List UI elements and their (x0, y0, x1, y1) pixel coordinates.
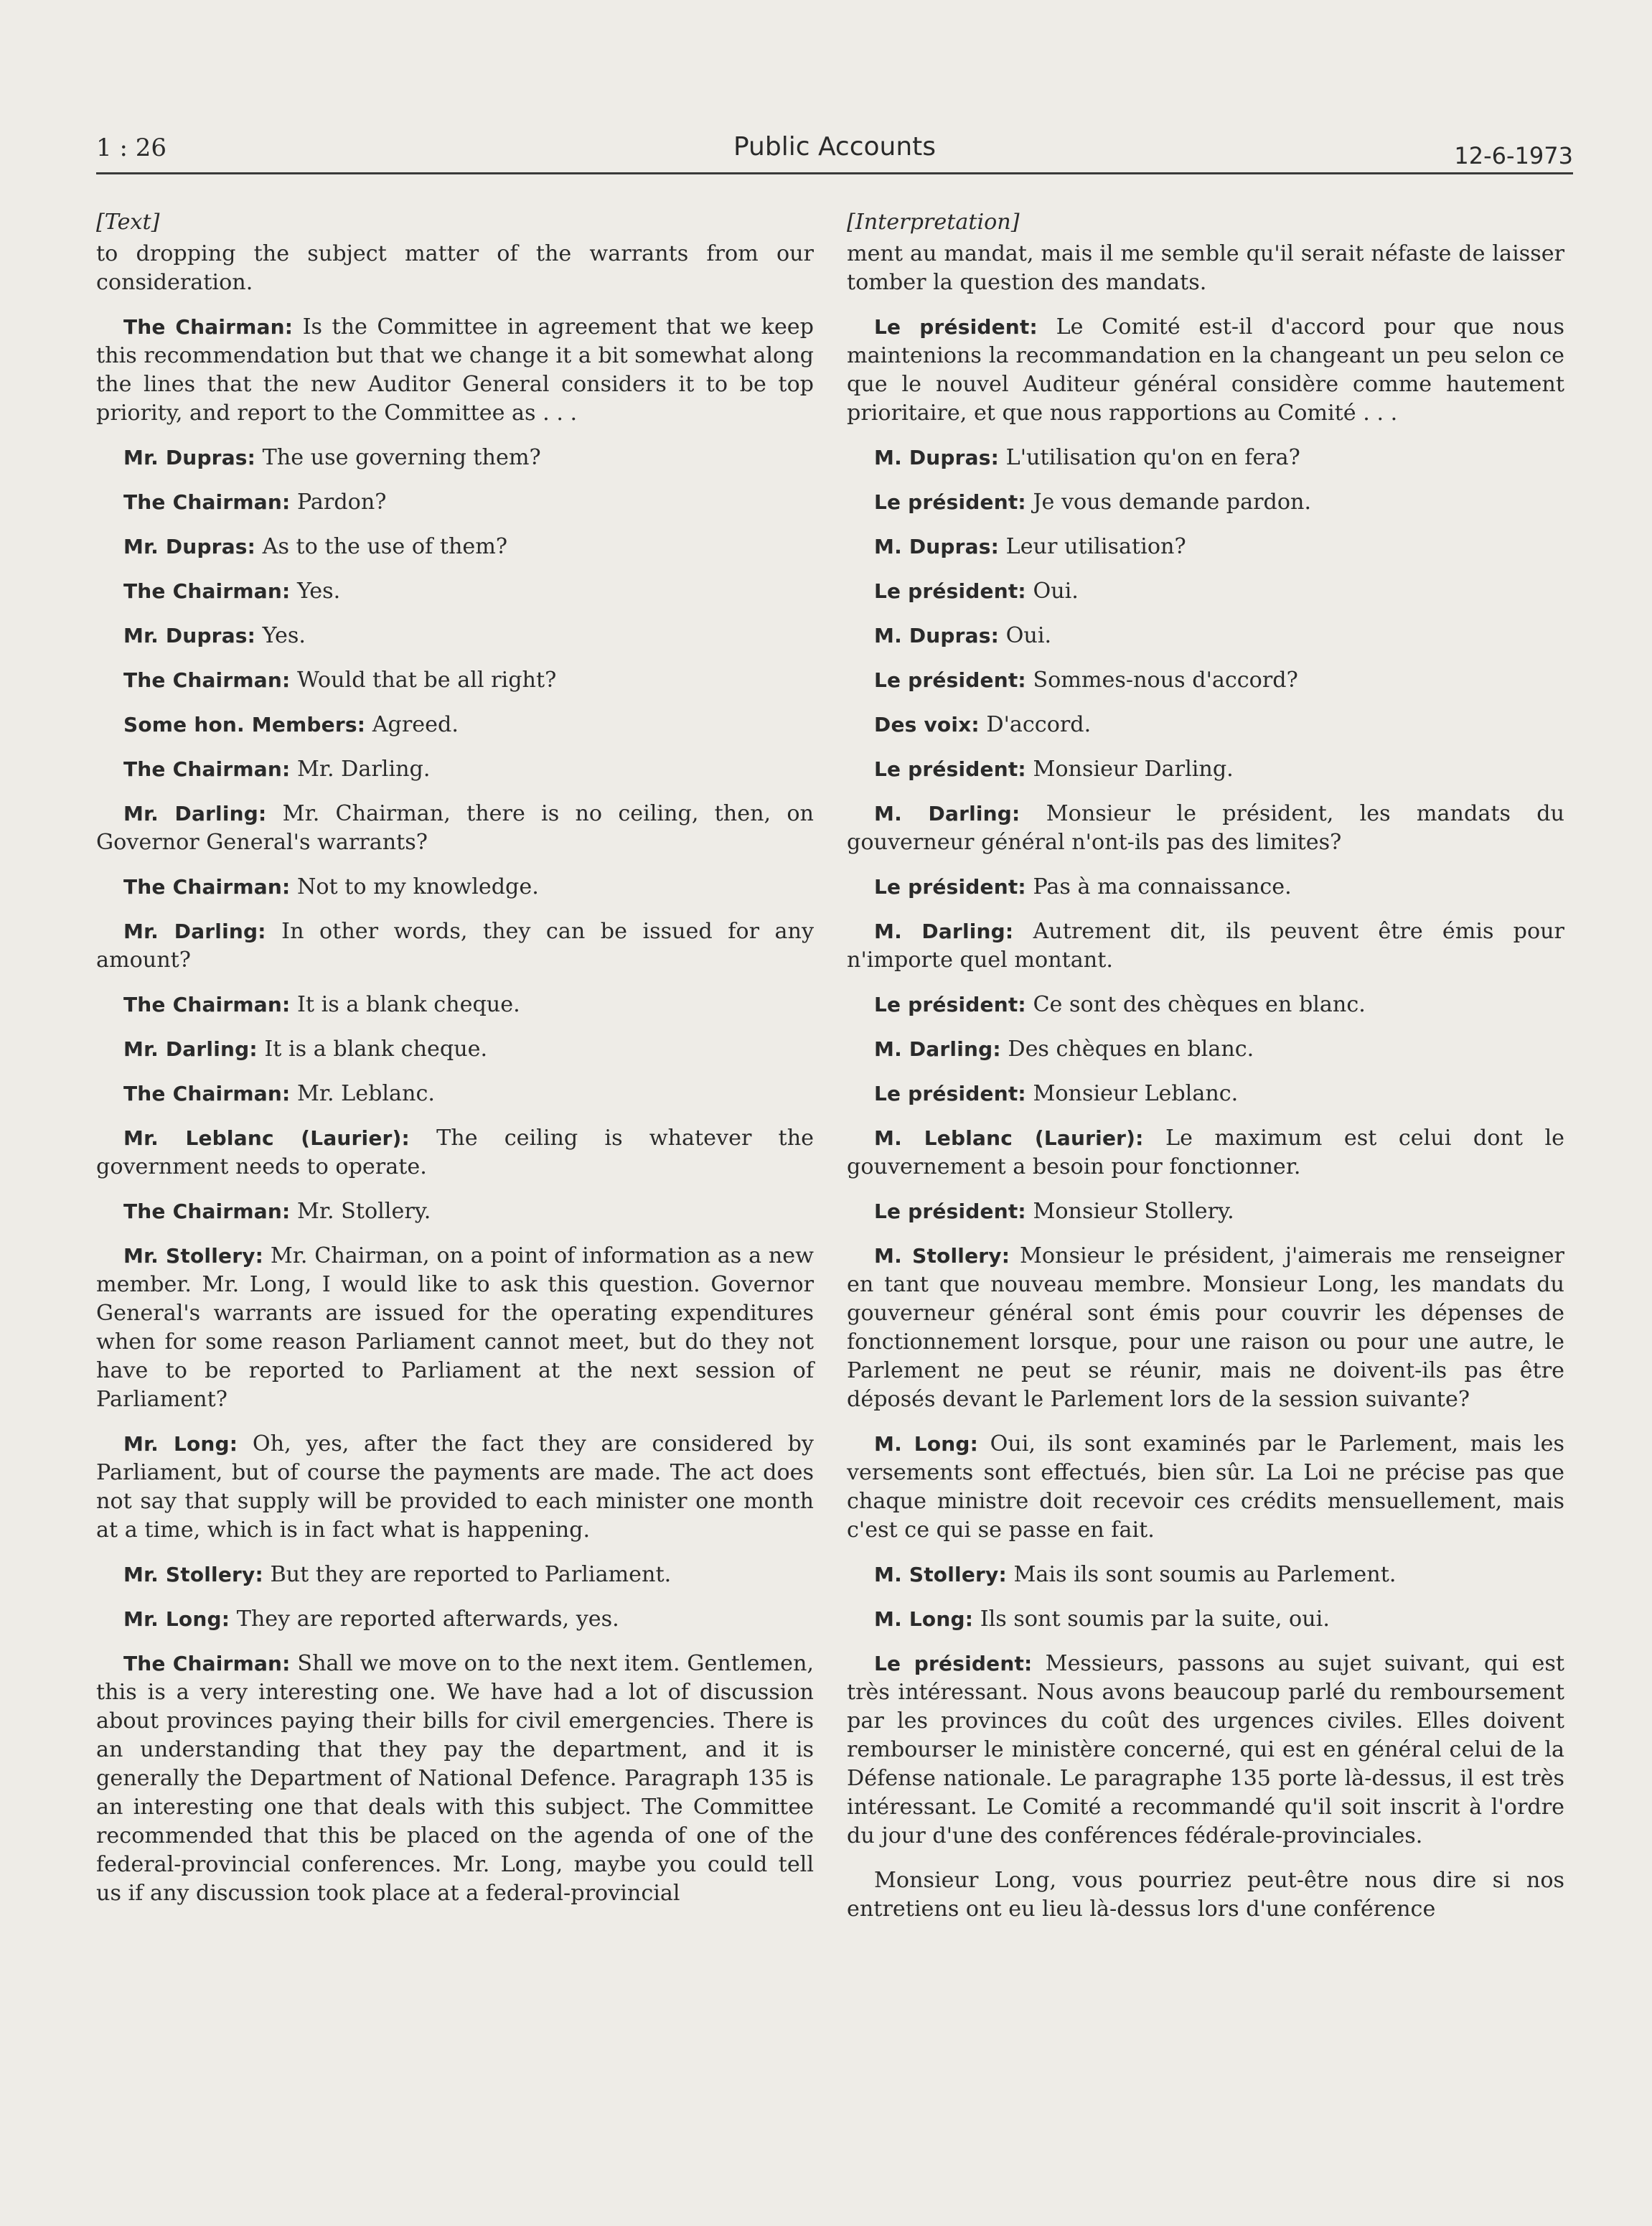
transcript-paragraph (96, 444, 814, 472)
transcript-paragraph (847, 1035, 1564, 1064)
speech-text: Oui, ils sont examinés par le Parlement, mais les versements sont effectués, bien sûr. La Loi ne précise pas que chaque ministre doit recevoir ces crédits mensuellement, mais c'est ce qui se passe en fait. (847, 1431, 1564, 1543)
speech-text: Agreed. (365, 712, 459, 737)
transcript-paragraph (847, 1080, 1564, 1108)
speech-text: Mr. Stollery. (290, 1199, 431, 1224)
speaker-name: The Chairman: (123, 875, 291, 899)
speech-text: Autrement dit, ils peuvent être émis pour n'importe quel montant. (847, 919, 1564, 973)
speech-text: Monsieur le président, j'aimerais me renseigner en tant que nouveau membre. Monsieur Long, les mandats du gouverneur général sont émis pour couvrir les dépenses de fonctionnement lorsque, pour une raison ou pour une autre, le Parlement ne peut se réunir, mais ne doivent-ils pas être déposés devant le Parlement lors de la session suivante? (847, 1243, 1564, 1412)
speech-text: Oh, yes, after the fact they are considered by Parliament, but of course the payments are made. The act does not say that supply will be provided to each minister one month at a time, which is in fact what is happening. (96, 1431, 814, 1543)
speech-text: L'utilisation qu'on en fera? (999, 445, 1300, 470)
transcript-paragraph (847, 873, 1564, 902)
speaker-name: Mr. Long: (123, 1607, 230, 1631)
page-title: Public Accounts (733, 132, 937, 162)
speaker-name: The Chairman: (123, 1199, 291, 1223)
speech-text: The use governing them? (255, 445, 541, 470)
transcript-paragraph (96, 1080, 814, 1108)
transcript-paragraph (847, 1561, 1564, 1589)
speaker-name: M. Long: (874, 1432, 979, 1456)
speaker-name: Mr. Darling: (123, 1037, 258, 1061)
speech-text: It is a blank cheque. (290, 992, 520, 1017)
speaker-name: Mr. Darling: (123, 802, 267, 826)
english-transcript (96, 240, 814, 1908)
speaker-name: The Chairman: (123, 1082, 291, 1105)
speech-text: Monsieur Leblanc. (1026, 1081, 1239, 1106)
transcript-paragraph (96, 1650, 814, 1908)
speaker-name: Le président: (874, 993, 1026, 1016)
speaker-name: The Chairman: (123, 579, 291, 603)
speaker-name: Le président: (874, 1652, 1033, 1675)
speaker-name: M. Darling: (874, 802, 1020, 826)
transcript-paragraph (847, 1605, 1564, 1634)
speaker-name: M. Leblanc (Laurier): (874, 1126, 1144, 1150)
speech-text: Le maximum est celui dont le gouvernement a besoin pour fonctionner. (847, 1126, 1564, 1179)
speaker-name: Le président: (874, 315, 1038, 339)
speech-text: But they are reported to Parliament. (263, 1562, 672, 1587)
page-number: 1 : 26 (96, 134, 166, 162)
transcript-paragraph (847, 313, 1564, 428)
speech-text: Des chèques en blanc. (1000, 1037, 1254, 1062)
transcript-paragraph (96, 1242, 814, 1414)
transcript-paragraph (847, 755, 1564, 784)
transcript-paragraph (96, 666, 814, 695)
transcript-paragraph (847, 533, 1564, 561)
speech-text: The ceiling is whatever the government needs to operate. (96, 1126, 814, 1179)
speech-text: Mr. Chairman, on a point of information as a new member. Mr. Long, I would like to ask this question. Governor General's warrants are issued for the operating expenditures when for some reason Parliament cannot meet, but do they not have to be reported to Parliament at the next session of Parliament? (96, 1243, 814, 1412)
speaker-name: The Chairman: (123, 668, 291, 692)
speech-text: It is a blank cheque. (257, 1037, 488, 1062)
speaker-name: The Chairman: (123, 490, 291, 514)
transcript-paragraph (96, 800, 814, 857)
speaker-name: Le président: (874, 875, 1026, 899)
speaker-name: Le président: (874, 1199, 1026, 1223)
speech-text: In other words, they can be issued for any amount? (96, 919, 814, 973)
transcript-paragraph (847, 444, 1564, 472)
speech-text: Oui. (1026, 579, 1079, 604)
column-label: [Interpretation] (847, 210, 1020, 235)
transcript-paragraph (96, 1197, 814, 1226)
column-label: [Text] (96, 210, 160, 235)
speaker-name: Le président: (874, 668, 1026, 692)
speaker-name: Mr. Long: (123, 1432, 238, 1456)
french-transcript (847, 240, 1564, 1924)
speaker-name: Le président: (874, 1082, 1026, 1105)
speech-text: Mr. Chairman, there is no ceiling, then, on Governor General's warrants? (96, 801, 814, 855)
speech-text: Would that be all right? (290, 668, 557, 693)
speech-text: to dropping the subject matter of the warrants from our consideration. (96, 241, 814, 295)
transcript-paragraph (96, 240, 814, 297)
speaker-name: M. Stollery: (874, 1563, 1007, 1586)
speech-text: Shall we move on to the next item. Gentlemen, this is a very interesting one. We have had a lot of discussion about provinces paying their bills for civil emergencies. There is an understanding that they pay the department, and it is generally the Department of National Defence. Paragraph 135 is an interesting one that deals with this subject. The Committee recommended that this be placed on the agenda of one of the federal-provincial conferences. Mr. Long, maybe you could tell us if any discussion took place at a federal-provincial (96, 1651, 814, 1906)
speaker-name: Mr. Stollery: (123, 1244, 264, 1268)
speaker-name: Mr. Leblanc (Laurier): (123, 1126, 410, 1150)
speech-text: Monsieur Long, vous pourriez peut-être nous dire si nos entretiens ont eu lieu là-dessus lors d'une conférence (847, 1868, 1564, 1922)
speech-text: Ce sont des chèques en blanc. (1026, 992, 1366, 1017)
transcript-paragraph (96, 488, 814, 517)
speech-text: Messieurs, passons au sujet suivant, qui est très intéressant. Nous avons beaucoup parlé du remboursement par les provinces du coût des urgences civiles. Elles doivent rembourser le ministère concerné, qui est en général celui de la Défense nationale. Le paragraphe 135 porte là-dessus, il est très intéressant. Le Comité a recommandé qu'il soit inscrit à l'ordre du jour d'une des conférences fédérale-provinciales. (847, 1651, 1564, 1848)
speech-text: Not to my knowledge. (290, 874, 539, 899)
speaker-name: M. Dupras: (874, 535, 1000, 558)
transcript-paragraph (847, 240, 1564, 297)
transcript-paragraph (847, 1124, 1564, 1182)
speaker-name: Mr. Dupras: (123, 446, 256, 469)
transcript-paragraph (847, 666, 1564, 695)
page-header (96, 126, 1573, 174)
transcript-paragraph (847, 1650, 1564, 1851)
speech-text: Mais ils sont soumis au Parlement. (1006, 1562, 1397, 1587)
speech-text: D'accord. (979, 712, 1092, 737)
speech-text: Yes. (255, 623, 306, 648)
english-column (96, 208, 814, 1924)
speech-text: As to the use of them? (255, 534, 508, 559)
transcript-paragraph (847, 1430, 1564, 1545)
transcript-paragraph (847, 1866, 1564, 1924)
speech-text: Oui. (999, 623, 1052, 648)
speech-text: ment au mandat, mais il me semble qu'il serait néfaste de laisser tomber la question des mandats. (847, 241, 1564, 295)
speech-text: Is the Committee in agreement that we keep this recommendation but that we change it a bit somewhat along the lines that the new Auditor General considers it to be top priority, and report to the Committee as . . . (96, 314, 814, 426)
transcript-paragraph (96, 1124, 814, 1182)
speech-text: Yes. (290, 579, 341, 604)
speech-text: Le Comité est-il d'accord pour que nous maintenions la recommandation en la changeant un peu selon ce que le nouvel Auditeur général considère comme hautement prioritaire, et que nous rapportions au Comité . . . (847, 314, 1564, 426)
speech-text: Sommes-nous d'accord? (1026, 668, 1298, 693)
speech-text: Pardon? (290, 490, 387, 515)
transcript-paragraph (96, 917, 814, 975)
transcript-paragraph (847, 577, 1564, 606)
transcript-paragraph (847, 622, 1564, 650)
speech-text: Leur utilisation? (999, 534, 1186, 559)
speaker-name: M. Darling: (874, 1037, 1001, 1061)
speaker-name: Mr. Dupras: (123, 535, 256, 558)
transcript-paragraph (96, 1605, 814, 1634)
speaker-name: Mr. Darling: (123, 920, 266, 943)
transcript-paragraph (847, 991, 1564, 1019)
speech-text: Je vous demande pardon. (1026, 490, 1312, 515)
transcript-paragraph (96, 533, 814, 561)
speaker-name: Le président: (874, 579, 1026, 603)
speech-text: Monsieur Stollery. (1026, 1199, 1234, 1224)
speaker-name: The Chairman: (123, 315, 294, 339)
transcript-paragraph (96, 873, 814, 902)
speech-text: Monsieur le président, les mandats du gouverneur général n'ont-ils pas des limites? (847, 801, 1564, 855)
speaker-name: The Chairman: (123, 993, 291, 1016)
page-date: 12-6-1973 (1454, 142, 1573, 169)
speaker-name: Some hon. Members: (123, 713, 366, 736)
speech-text: Mr. Leblanc. (290, 1081, 436, 1106)
transcript-paragraph (847, 711, 1564, 739)
transcript-paragraph (847, 1197, 1564, 1226)
speaker-name: The Chairman: (123, 1652, 291, 1675)
transcript-paragraph (847, 917, 1564, 975)
speaker-name: Le président: (874, 490, 1026, 514)
speaker-name: M. Dupras: (874, 624, 1000, 647)
transcript-paragraph (96, 991, 814, 1019)
speech-text: Ils sont soumis par la suite, oui. (973, 1607, 1330, 1632)
speaker-name: M. Long: (874, 1607, 974, 1631)
transcript-paragraph (96, 622, 814, 650)
speaker-name: Mr. Stollery: (123, 1563, 263, 1586)
speaker-name: M. Stollery: (874, 1244, 1010, 1268)
speaker-name: Mr. Dupras: (123, 624, 256, 647)
transcript-paragraph (96, 1035, 814, 1064)
transcript-paragraph (847, 800, 1564, 857)
transcript-paragraph (96, 577, 814, 606)
speaker-name: The Chairman: (123, 757, 291, 781)
transcript-paragraph (96, 1561, 814, 1589)
speaker-name: Le président: (874, 757, 1026, 781)
speaker-name: Des voix: (874, 713, 980, 736)
speaker-name: M. Darling: (874, 920, 1014, 943)
transcript-paragraph (847, 488, 1564, 517)
transcript-paragraph (96, 711, 814, 739)
transcript-paragraph (847, 1242, 1564, 1414)
speaker-name: M. Dupras: (874, 446, 1000, 469)
speech-text: Monsieur Darling. (1026, 757, 1234, 782)
speech-text: Pas à ma connaissance. (1026, 874, 1292, 899)
speech-text: They are reported afterwards, yes. (230, 1607, 619, 1632)
french-column (847, 208, 1564, 1940)
transcript-paragraph (96, 1430, 814, 1545)
transcript-paragraph (96, 313, 814, 428)
speech-text: Mr. Darling. (290, 757, 431, 782)
transcript-paragraph (96, 755, 814, 784)
